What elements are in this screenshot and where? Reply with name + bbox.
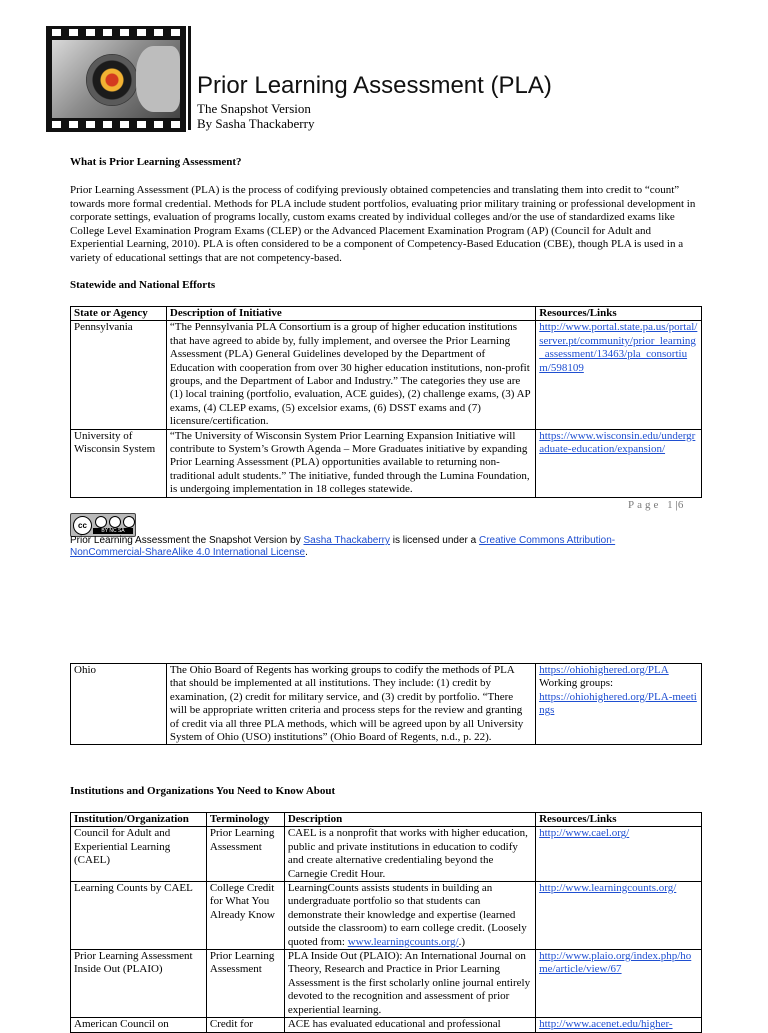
cell-org: Prior Learning Assessment Inside Out (PLAIO) <box>71 950 207 1018</box>
working-groups-label: Working groups: <box>539 677 614 690</box>
camera-photo-icon <box>52 40 180 118</box>
table-row <box>71 827 702 882</box>
cell-desc <box>284 882 535 950</box>
col-header-description: Description <box>284 813 535 827</box>
license-work-title: Prior Learning Assessment the Snapshot Version <box>70 535 288 546</box>
col-header-links: Resources/Links <box>536 813 702 827</box>
cell-link <box>536 664 702 745</box>
acenet-link[interactable]: http://www.acenet.edu/higher- <box>539 1018 673 1031</box>
header-divider <box>188 26 191 130</box>
cell-term: College Credit for What You Already Know <box>206 882 284 950</box>
cell-agency: University of Wisconsin System <box>71 429 167 497</box>
table-row <box>71 664 702 745</box>
cell-desc: CAEL is a nonprofit that works with higher education, public and private institutions in education to codify and create alternative credentialing beyond the Carnegie Credit Hour. <box>284 827 535 882</box>
cell-description: “The University of Wisconsin System Prior Learning Expansion Initiative will contribute to System’s Growth Agenda – More Graduates initiative by expanding Prior Learning Assessment (PLA) opportunities available to returning non-traditional adult students.” The initiative, funded through the Lumina Foundation, is undergoing implementation in 18 colleges statewide. <box>166 429 535 497</box>
section-heading-statewide: Statewide and National Efforts <box>70 279 216 291</box>
table-row <box>71 429 702 497</box>
cell-org: American Council on <box>71 1018 207 1032</box>
col-header-state: State or Agency <box>71 307 167 321</box>
cell-org: Council for Adult and Experiential Learning (CAEL) <box>71 827 207 882</box>
institutions-table <box>70 812 702 1033</box>
header-logo-film-strip <box>46 26 186 132</box>
page-subtitle: The Snapshot Version <box>197 101 311 116</box>
table-row <box>71 1018 702 1032</box>
desc-end: .) <box>458 935 466 948</box>
film-holes-bottom <box>52 121 180 129</box>
license-end: . <box>305 546 308 558</box>
ohio-pla-link[interactable]: https://ohiohighered.org/PLA <box>539 664 669 676</box>
statewide-efforts-table <box>70 306 702 498</box>
learningcounts-link[interactable]: http://www.learningcounts.org/ <box>539 882 677 895</box>
page-title: Prior Learning Assessment (PLA) <box>197 72 552 99</box>
page-total: 6 <box>677 499 687 511</box>
hand-shape <box>136 46 180 112</box>
cc-logo-icon: cc <box>73 516 92 535</box>
cell-description: The Ohio Board of Regents has working groups to codify the methods of PLA that should be implemented at all institutions. They include: (1) credit by examination, (2) credit for military service, and (3) credit by portfolio. “There will be appropriate written criteria and process steps for the review and granting of credit via all three PLA methods, which will be agreed upon by all University System of Ohio (USO) institutions” (Ohio Board of Regents, n.d., p. 22). <box>166 664 535 745</box>
creative-commons-badge-icon[interactable] <box>70 513 136 537</box>
page-byline: By Sasha Thackaberry <box>197 116 315 131</box>
cc-badge-text: BY NC SA <box>93 528 133 534</box>
page-value: 1 <box>667 499 676 511</box>
cell-link <box>536 1018 702 1032</box>
cell-link <box>536 321 702 429</box>
col-header-links: Resources/Links <box>536 307 702 321</box>
cael-link[interactable]: http://www.cael.org/ <box>539 827 630 840</box>
col-header-institution: Institution/Organization <box>71 813 207 827</box>
plaio-link[interactable]: http://www.plaio.org/index.php/home/article/view/67 <box>539 950 692 976</box>
cell-link <box>536 827 702 882</box>
cell-link <box>536 429 702 497</box>
col-header-terminology: Terminology <box>206 813 284 827</box>
table-row <box>71 882 702 950</box>
license-mid: is licensed under a <box>390 535 479 546</box>
section-heading-what-is-pla: What is Prior Learning Assessment? <box>70 156 242 168</box>
cell-description: “The Pennsylvania PLA Consortium is a group of higher education institutions that have agreed to abide by, fully implement, and oversee the Prior Learning Assessment (PLA) General Guidelines developed by the Department of Education with cooperation from over 30 higher education institutions, non-profit groups, and the Department of Labor and Industry.” The categories they use are (1) local training (portfolio, evaluation, ACE guides), (2) challenge exams, (3) AP exams, (4) CLEP exams, (5) excelsior exams, (6) DSST exams and (7) licensure/certification. <box>166 321 535 429</box>
pa-consortium-link[interactable]: http://www.portal.state.pa.us/portal/server.pt/community/prior_learning_assessment/13463/pla_consortium/598109 <box>539 321 698 374</box>
table-header-row <box>71 307 702 321</box>
cell-term: Prior Learning Assessment <box>206 827 284 882</box>
intro-paragraph: Prior Learning Assessment (PLA) is the process of codifying previously obtained competencies and translating them into credit to “count” towards more formal credential. Methods for PLA include student portfolios, evaluating prior military training or professional development in corporate settings, evaluation of programs locally, custom exams created by individual colleges and/or the use of standardized exams like College Level Examination Program Exams (CLEP) or the Advanced Placement Examination Program (AP) (Council for Adult and Experiential Learning, 2010). PLA is often considered to be a component of Competency-Based Education (CBE), though PLA is used in a variety of educational settings that are not competency-based. <box>70 184 696 264</box>
cell-agency: Ohio <box>71 664 167 745</box>
cell-org: Learning Counts by CAEL <box>71 882 207 950</box>
cc-attribution-icons <box>95 516 135 528</box>
cell-link <box>536 950 702 1018</box>
section-heading-institutions: Institutions and Organizations You Need to Know About <box>70 785 336 797</box>
page-sep: | <box>675 499 678 511</box>
table-row <box>71 321 702 429</box>
cell-desc: PLA Inside Out (PLAIO): An International Journal on Theory, Research and Practice in Prior Learning Assessment is the first scholarly online journal entirely devoted to the recognition and assessment of prior experiential learning. <box>284 950 535 1018</box>
wisconsin-link[interactable]: https://www.wisconsin.edu/undergraduate-education/expansion/ <box>539 429 696 456</box>
license-link[interactable]: Creative Commons Attribution-NonCommercial-ShareAlike 4.0 International License <box>70 535 616 558</box>
cell-term: Credit for <box>206 1018 284 1032</box>
ohio-meetings-link[interactable]: https://ohiohighered.org/PLA-meetings <box>539 690 697 717</box>
cell-link <box>536 882 702 950</box>
film-holes-top <box>52 29 180 37</box>
learningcounts-inline-link[interactable]: www.learningcounts.org/ <box>347 935 459 948</box>
col-header-description: Description of Initiative <box>166 307 535 321</box>
table-header-row <box>71 813 702 827</box>
license-text <box>70 535 690 558</box>
page-number <box>628 499 686 511</box>
cell-term: Prior Learning Assessment <box>206 950 284 1018</box>
license-by: by <box>287 535 304 546</box>
author-link[interactable]: Sasha Thackaberry <box>303 535 391 546</box>
cell-desc: ACE has evaluated educational and professional <box>284 1018 535 1032</box>
camera-lens-icon <box>86 54 138 106</box>
statewide-efforts-table-continued <box>70 663 702 745</box>
table-row <box>71 950 702 1018</box>
cell-agency: Pennsylvania <box>71 321 167 429</box>
page-label: Page <box>628 499 662 511</box>
desc-text: LearningCounts assists students in building an undergraduate portfolio so that students can demonstrate their knowledge and expertise (learned outside the classroom) to earn college credit. (Loosely quoted from: <box>287 882 527 948</box>
